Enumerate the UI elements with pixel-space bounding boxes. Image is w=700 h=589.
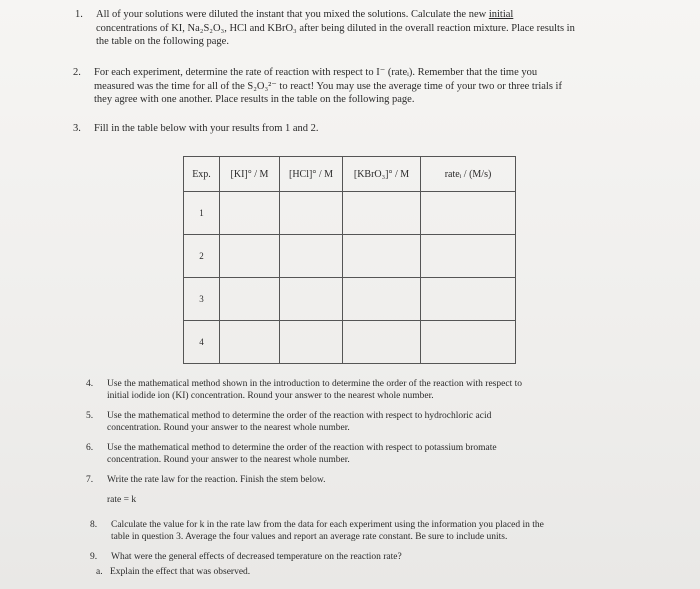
sub-question-letter: a. xyxy=(96,567,103,577)
rate-law-stem: rate = k xyxy=(107,495,137,505)
header-kbro3: [KBrO₃]° / M xyxy=(343,157,421,192)
question-text: Calculate the value for k in the rate law from the data for each experiment using the information you placed in the xyxy=(111,520,544,530)
question-text: Use the mathematical method shown in the introduction to determine the order of the reaction with respect to xyxy=(107,379,522,389)
cell-hcl[interactable] xyxy=(280,192,343,235)
cell-kbro3[interactable] xyxy=(343,278,421,321)
cell-rate[interactable] xyxy=(421,192,516,235)
results-table xyxy=(183,156,516,364)
question-text: concentration. Round your answer to the nearest whole number. xyxy=(107,423,350,433)
exp-number: 2 xyxy=(184,235,220,278)
question-text: Write the rate law for the reaction. Finish the stem below. xyxy=(107,475,326,485)
question-text: For each experiment, determine the rate of reaction with respect to I⁻ (rateᵢ). Remember that the time you xyxy=(94,67,538,78)
exp-number: 3 xyxy=(184,278,220,321)
cell-rate[interactable] xyxy=(421,235,516,278)
question-text: table in question 3. Average the four values and report an average rate constant. Be sure to include units. xyxy=(111,532,508,542)
question-text: Fill in the table below with your results from 1 and 2. xyxy=(94,123,319,134)
header-hcl: [HCl]° / M xyxy=(280,157,343,192)
table-header-row xyxy=(184,157,516,192)
sub-question-text: Explain the effect that was observed. xyxy=(110,567,251,577)
cell-hcl[interactable] xyxy=(280,321,343,364)
cell-kbro3[interactable] xyxy=(343,192,421,235)
question-text: measured was the time for all of the S₂O₃²⁻ to react! You may use the average time of your two or three trials if xyxy=(94,80,562,92)
exp-number: 4 xyxy=(184,321,220,364)
header-exp: Exp. xyxy=(184,157,220,192)
question-number: 9. xyxy=(90,552,98,562)
question-text: All of your solutions were diluted the instant that you mixed the solutions. Calculate the new xyxy=(96,9,489,20)
question-text: concentrations of KI, Na₂S₂O₃, HCl and KBrO₃ after being diluted in the overall reaction mixture. Place results in xyxy=(96,22,575,34)
question-number: 3. xyxy=(73,123,81,134)
cell-ki[interactable] xyxy=(220,321,280,364)
question-number: 8. xyxy=(90,520,98,530)
question-text: What were the general effects of decreased temperature on the reaction rate? xyxy=(111,552,402,562)
exp-number: 1 xyxy=(184,192,220,235)
table-row xyxy=(184,278,516,321)
cell-kbro3[interactable] xyxy=(343,321,421,364)
cell-rate[interactable] xyxy=(421,278,516,321)
cell-ki[interactable] xyxy=(220,235,280,278)
question-text: the table on the following page. xyxy=(96,36,229,47)
cell-ki[interactable] xyxy=(220,278,280,321)
question-number: 2. xyxy=(73,67,81,78)
emphasis-initial: initial xyxy=(488,9,514,20)
table-row xyxy=(184,235,516,278)
question-number: 5. xyxy=(86,411,94,421)
cell-kbro3[interactable] xyxy=(343,235,421,278)
header-ki: [KI]° / M xyxy=(220,157,280,192)
header-rate: rateᵢ / (M/s) xyxy=(421,157,516,192)
cell-hcl[interactable] xyxy=(280,235,343,278)
question-number: 6. xyxy=(86,443,94,453)
question-text: concentration. Round your answer to the nearest whole number. xyxy=(107,455,350,465)
cell-rate[interactable] xyxy=(421,321,516,364)
table-row xyxy=(184,321,516,364)
cell-hcl[interactable] xyxy=(280,278,343,321)
question-text: initial iodide ion (KI) concentration. Round your answer to the nearest whole number. xyxy=(107,391,434,401)
question-number: 1. xyxy=(75,9,83,20)
question-text: Use the mathematical method to determine the order of the reaction with respect to potassium bromate xyxy=(107,443,497,453)
table-row xyxy=(184,192,516,235)
question-number: 7. xyxy=(86,475,94,485)
cell-ki[interactable] xyxy=(220,192,280,235)
question-text: Use the mathematical method to determine the order of the reaction with respect to hydrochloric acid xyxy=(107,411,492,421)
question-text: they agree with one another. Place results in the table on the following page. xyxy=(94,94,415,105)
question-number: 4. xyxy=(86,379,94,389)
